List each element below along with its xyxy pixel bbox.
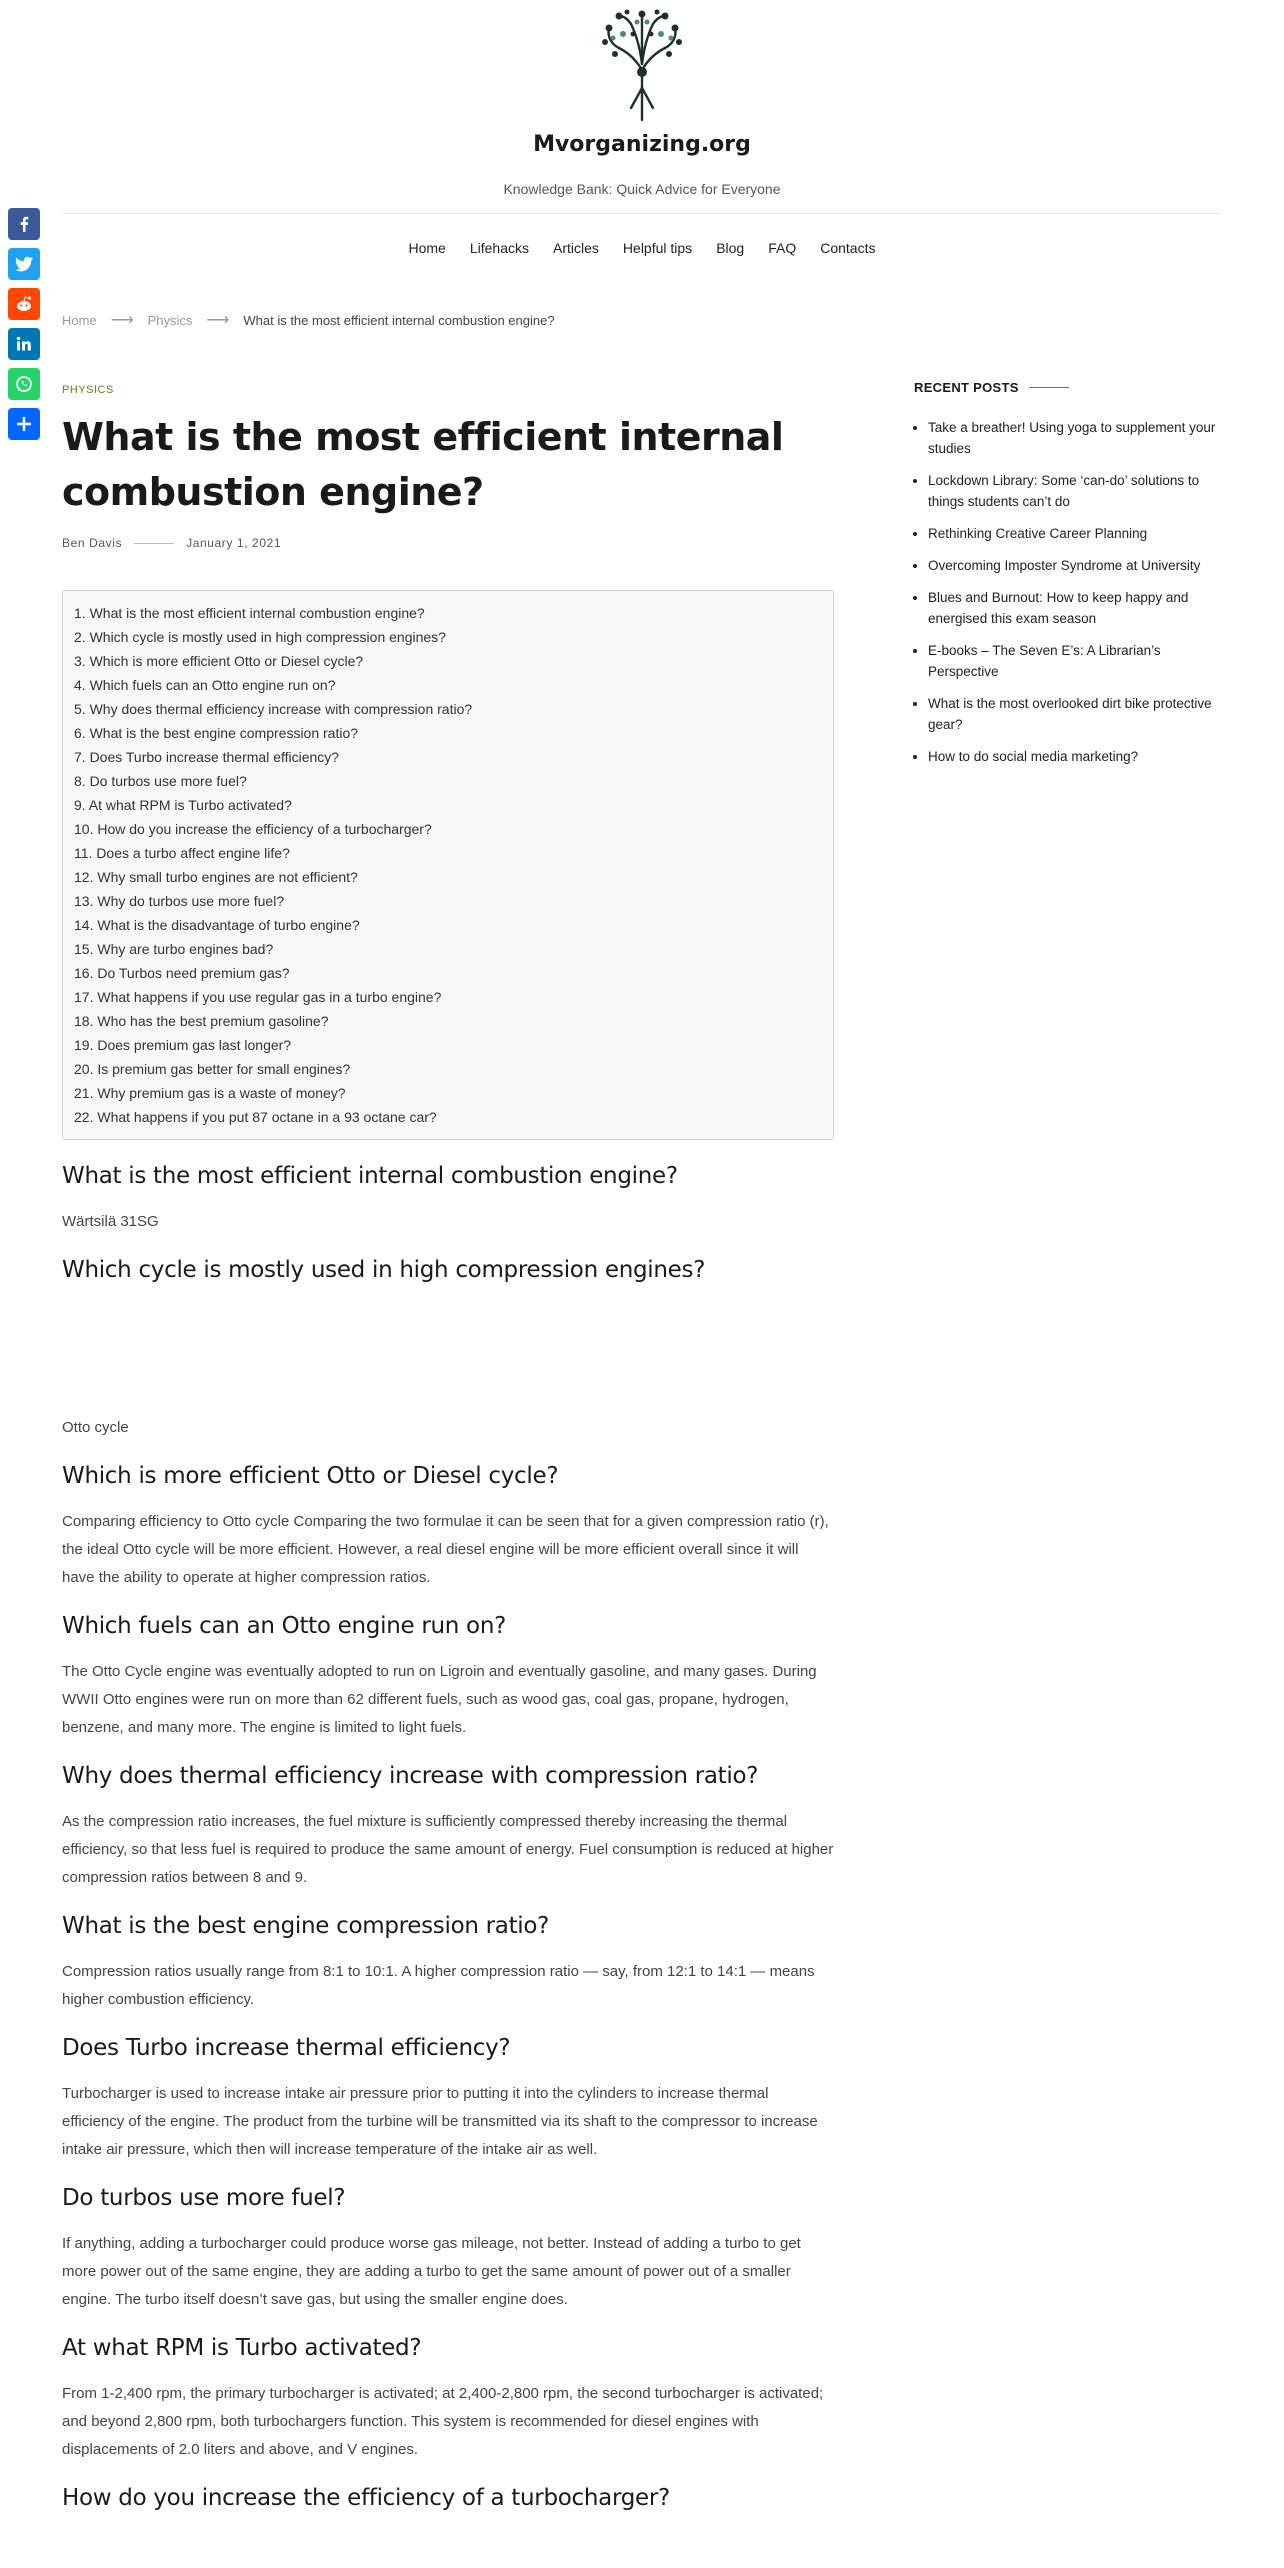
main-navigation: [0, 238, 1284, 258]
content-section: [62, 1760, 834, 1892]
social-share-bar: [8, 208, 40, 448]
ad-placeholder: [62, 1302, 834, 1414]
section-heading: Do turbos use more fuel?: [62, 2185, 346, 2211]
section-heading: Which fuels can an Otto engine run on?: [62, 1613, 507, 1639]
section-heading: What is the most efficient internal combustion engine?: [62, 1163, 678, 1189]
arrow-right-icon: ⟶: [206, 312, 230, 329]
breadcrumb: [62, 310, 555, 330]
section-body: From 1-2,400 rpm, the primary turbocharger is activated; at 2,400-2,800 rpm, the second turbocharger is activated; and beyond 2,800 rpm, both turbochargers function. This system is recommended for diesel engines with displacements of 2.0 liters and above, and V engines.: [62, 2385, 824, 2458]
toc-item: [74, 673, 822, 697]
post-meta: [62, 536, 834, 550]
toc-link[interactable]: 17. What happens if you use regular gas in a turbo engine?: [74, 989, 442, 1005]
breadcrumb-home[interactable]: Home: [62, 312, 97, 328]
toc-link[interactable]: 4. Which fuels can an Otto engine run on?: [74, 677, 336, 693]
toc-link[interactable]: 22. What happens if you put 87 octane in a 93 octane car?: [74, 1109, 437, 1125]
toc-link[interactable]: 12. Why small turbo engines are not efficient?: [74, 869, 358, 885]
content-section: [62, 2332, 834, 2464]
toc-link[interactable]: 21. Why premium gas is a waste of money?: [74, 1085, 346, 1101]
header-divider: [62, 213, 1222, 214]
toc-link[interactable]: 11. Does a turbo affect engine life?: [74, 845, 290, 861]
arrow-right-icon: ⟶: [110, 312, 134, 329]
recent-post-link[interactable]: Blues and Burnout: How to keep happy and energised this exam season: [928, 590, 1189, 626]
toc-link[interactable]: 10. How do you increase the efficiency of a turbocharger?: [74, 821, 432, 837]
toc-item: [74, 913, 822, 937]
toc-item: [74, 745, 822, 769]
breadcrumb-current: What is the most efficient internal combustion engine?: [243, 312, 555, 328]
section-body: The Otto Cycle engine was eventually adopted to run on Ligroin and eventually gasoline, and many gases. During WWII Otto engines were run on more than 62 different fuels, such as wood gas, coal gas, propane, hydrogen, benzene, and many more. The engine is limited to light fuels.: [62, 1663, 817, 1736]
content-section: [62, 1160, 834, 1236]
recent-posts-heading: RECENT POSTS: [914, 380, 1019, 395]
recent-post-item: [928, 746, 1224, 767]
toc-item: [74, 961, 822, 985]
sidebar: [914, 380, 1224, 778]
toc-item: [74, 1033, 822, 1057]
recent-post-item: [928, 555, 1224, 576]
section-body: As the compression ratio increases, the fuel mixture is sufficiently compressed thereby increasing the thermal efficiency, so that less fuel is required to produce the same amount of energy. Fuel consumption is reduced at higher compression ratios between 8 and 9.: [62, 1813, 834, 1886]
recent-post-item: [928, 470, 1224, 512]
recent-post-link[interactable]: What is the most overlooked dirt bike protective gear?: [928, 696, 1212, 732]
toc-item: [74, 937, 822, 961]
toc-item: [74, 625, 822, 649]
section-heading: What is the best engine compression ratio?: [62, 1913, 550, 1939]
toc-link[interactable]: 5. Why does thermal efficiency increase with compression ratio?: [74, 701, 473, 717]
section-heading: Which is more efficient Otto or Diesel cycle?: [62, 1463, 559, 1489]
linkedin-share-icon[interactable]: [8, 328, 40, 360]
recent-post-item: [928, 417, 1224, 459]
toc-link[interactable]: 7. Does Turbo increase thermal efficiency?: [74, 749, 340, 765]
toc-link[interactable]: 20. Is premium gas better for small engines?: [74, 1061, 351, 1077]
section-body: Comparing efficiency to Otto cycle Comparing the two formulae it can be seen that for a given compression ratio (r), the ideal Otto cycle will be more efficient. However, a real diesel engine will be more efficient overall since it will have the ability to operate at higher compression ratios.: [62, 1513, 829, 1586]
twitter-share-icon[interactable]: [8, 248, 40, 280]
toc-item: [74, 889, 822, 913]
post-category[interactable]: PHYSICS: [62, 384, 114, 396]
recent-post-link[interactable]: Overcoming Imposter Syndrome at University: [928, 558, 1201, 573]
recent-post-link[interactable]: Rethinking Creative Career Planning: [928, 526, 1148, 541]
toc-item: [74, 817, 822, 841]
section-heading: Which cycle is mostly used in high compression engines?: [62, 1257, 706, 1283]
content-section: [62, 1910, 834, 2014]
section-body: Otto cycle: [62, 1419, 129, 1436]
recent-post-link[interactable]: E-books – The Seven E’s: A Librarian’s Perspective: [928, 643, 1161, 679]
toc-link[interactable]: 9. At what RPM is Turbo activated?: [74, 797, 292, 813]
recent-post-link[interactable]: Take a breather! Using yoga to supplement your studies: [928, 420, 1216, 456]
toc-link[interactable]: 19. Does premium gas last longer?: [74, 1037, 292, 1053]
toc-item: [74, 985, 822, 1009]
meta-divider: [134, 543, 174, 544]
recent-posts-title: [914, 380, 1224, 395]
post-date[interactable]: January 1, 2021: [186, 536, 282, 550]
widget-title-divider: [1029, 387, 1069, 388]
toc-link[interactable]: 13. Why do turbos use more fuel?: [74, 893, 285, 909]
toc-item: [74, 793, 822, 817]
toc-link[interactable]: 6. What is the best engine compression ratio?: [74, 725, 359, 741]
tree-logo-icon[interactable]: [597, 8, 687, 124]
recent-post-item: [928, 693, 1224, 735]
toc-link[interactable]: 14. What is the disadvantage of turbo engine?: [74, 917, 360, 933]
nav-faq[interactable]: FAQ: [768, 240, 797, 256]
nav-helpful-tips[interactable]: Helpful tips: [622, 240, 693, 256]
toc-link[interactable]: 18. Who has the best premium gasoline?: [74, 1013, 329, 1029]
toc-item: [74, 841, 822, 865]
section-heading: At what RPM is Turbo activated?: [62, 2335, 422, 2361]
facebook-share-icon[interactable]: [8, 208, 40, 240]
toc-item: [74, 1009, 822, 1033]
content-section: [62, 1610, 834, 1742]
toc-item: [74, 721, 822, 745]
toc-link[interactable]: 8. Do turbos use more fuel?: [74, 773, 247, 789]
toc-link[interactable]: 2. Which cycle is mostly used in high compression engines?: [74, 629, 446, 645]
section-heading: Does Turbo increase thermal efficiency?: [62, 2035, 511, 2061]
nav-lifehacks[interactable]: Lifehacks: [469, 240, 530, 256]
section-heading: How do you increase the efficiency of a turbocharger?: [62, 2485, 670, 2511]
post-content: [62, 1160, 834, 2514]
toc-item: [74, 601, 822, 625]
toc-item: [74, 1081, 822, 1105]
share-plus-icon[interactable]: [8, 408, 40, 440]
toc-item: [74, 1105, 822, 1129]
section-body: Wärtsilä 31SG: [62, 1213, 159, 1230]
section-body: If anything, adding a turbocharger could produce worse gas mileage, not better. Instead of adding a turbo to get more power out of the same engine, they are adding a turbo to get the same amount of power out of a smaller engine. The turbo itself doesn’t save gas, but using the smaller engine does.: [62, 2235, 801, 2308]
toc-item: [74, 865, 822, 889]
breadcrumb-category[interactable]: Physics: [147, 312, 193, 328]
content-section: [62, 2032, 834, 2164]
post-author[interactable]: Ben Davis: [62, 536, 123, 550]
recent-posts-list: [914, 417, 1224, 767]
content-section: [62, 1460, 834, 1592]
site-title[interactable]: Mvorganizing.org: [533, 132, 751, 157]
toc-item: [74, 1057, 822, 1081]
toc-item: [74, 697, 822, 721]
recent-post-link[interactable]: How to do social media marketing?: [928, 749, 1139, 764]
recent-post-item: [928, 523, 1224, 544]
section-heading: Why does thermal efficiency increase with compression ratio?: [62, 1763, 759, 1789]
section-body: Turbocharger is used to increase intake air pressure prior to putting it into the cylinders to increase thermal efficiency of the engine. The product from the turbine will be transmitted via its shaft to the compressor to increase intake air pressure, which then will increase temperature of the intake air as well.: [62, 2085, 818, 2158]
toc-link[interactable]: 3. Which is more efficient Otto or Diesel cycle?: [74, 653, 364, 669]
content-section: [62, 1254, 834, 1442]
content-section: [62, 2482, 834, 2514]
table-of-contents: [62, 590, 834, 1140]
recent-post-link[interactable]: Lockdown Library: Some ‘can-do’ solutions to things students can’t do: [928, 473, 1200, 509]
nav-home[interactable]: Home: [408, 240, 446, 256]
toc-item: [74, 769, 822, 793]
post-title: What is the most efficient internal combustion engine?: [62, 415, 784, 514]
toc-link[interactable]: 1. What is the most efficient internal combustion engine?: [74, 605, 425, 621]
nav-blog[interactable]: Blog: [716, 240, 745, 256]
toc-link[interactable]: 15. Why are turbo engines bad?: [74, 941, 274, 957]
section-body: Compression ratios usually range from 8:1 to 10:1. A higher compression ratio — say, from 12:1 to 14:1 — means higher combustion efficiency.: [62, 1963, 815, 2008]
toc-item: [74, 649, 822, 673]
article: [62, 384, 834, 2532]
recent-post-item: [928, 587, 1224, 629]
site-tagline: Knowledge Bank: Quick Advice for Everyone: [503, 181, 781, 197]
content-section: [62, 2182, 834, 2314]
recent-post-item: [928, 640, 1224, 682]
whatsapp-share-icon[interactable]: [8, 368, 40, 400]
nav-articles[interactable]: Articles: [553, 240, 599, 256]
toc-link[interactable]: 16. Do Turbos need premium gas?: [74, 965, 290, 981]
reddit-share-icon[interactable]: [8, 288, 40, 320]
nav-contacts[interactable]: Contacts: [820, 240, 876, 256]
